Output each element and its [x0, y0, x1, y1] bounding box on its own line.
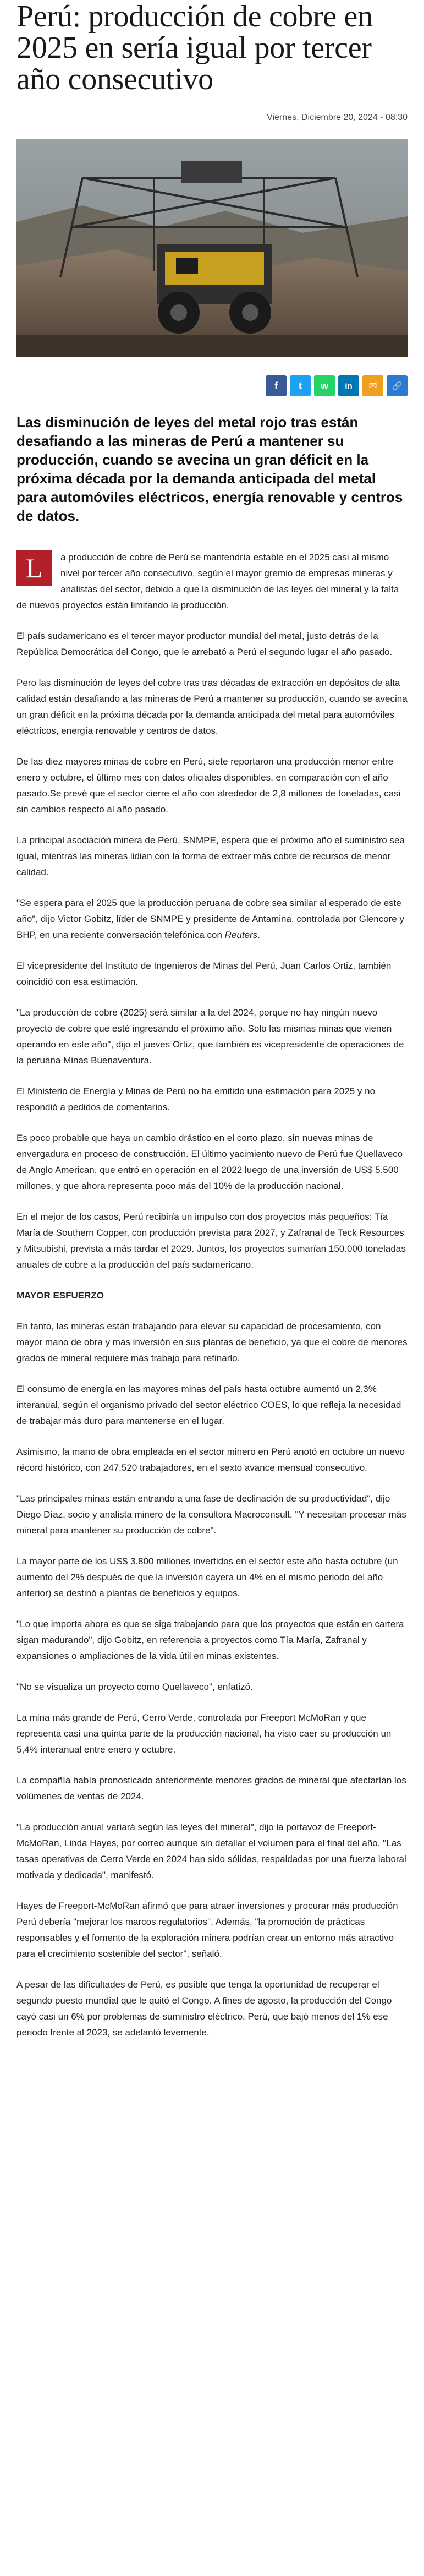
paragraph-text: a producción de cobre de Perú se mantendría estable en el 2025 casi al mismo nivel por tercer año consecutivo, según el mayor gremio de empresas mineras y analistas del sector, debido a que la disminución de las leyes del mineral y la falta de nuevos proyectos están limitando la producción. [16, 552, 399, 610]
drop-cap: L [16, 550, 52, 586]
whatsapp-icon[interactable]: w [314, 375, 335, 396]
paragraph-text: . [257, 930, 260, 940]
paragraph: El país sudamericano es el tercer mayor productor mundial del metal, justo detrás de la República Democrática del Congo, que le arrebató a Perú el segundo lugar el año pasado. [16, 631, 393, 657]
paragraph: "No se visualiza un proyecto como Quellaveco", enfatizó. [16, 1682, 253, 1692]
article-body [16, 549, 408, 2040]
paragraph [16, 549, 408, 613]
hero-image [16, 139, 408, 357]
paragraph: Es poco probable que haya un cambio drástico en el corto plazo, sin nuevas minas de envergadura en proceso de construcción. El último yacimiento nuevo de Perú fue Quellaveco de Anglo American, que entró en operación en el 2022 luego de una inversión de US$ 5.500 millones, y que ahora representa poco más del 10% de la producción nacional. [16, 1133, 403, 1191]
paragraph: En el mejor de los casos, Perú recibiría un impulso con dos proyectos más pequeños: Tía María de Southern Copper, con producción prevista para 2027, y Zafranal de Teck Resources y Mitsubishi, prevista a más tardar el 2029. Juntos, los proyectos sumarían 150.000 toneladas anuales de cobre a la producción del país sudamericano. [16, 1211, 406, 1270]
source-name: Reuters [224, 930, 258, 940]
paragraph [16, 895, 408, 943]
paragraph: "Lo que importa ahora es que se siga trabajando para que los proyectos que están en cartera sigan madurando", dijo Gobitz, en referencia a proyectos como Tía María, Zafranal y expansiones o ampliaciones de la vida útil en minas existentes. [16, 1619, 404, 1661]
paragraph: La compañía había pronosticado anteriormente menores grados de mineral que afectarían los volúmenes de ventas de 2024. [16, 1775, 406, 1802]
paragraph-text: "Se espera para el 2025 que la producción peruana de cobre sea similar al esperado de este año", dijo Victor Gobitz, líder de SNMPE y presidente de Antamina, controlada por Glencore y BHP, en una reciente conversación telefónica con [16, 898, 404, 940]
paragraph: Asimismo, la mano de obra empleada en el sector minero en Perú anotó en octubre un nuevo récord histórico, con 247.520 trabajadores, en el sexto avance mensual consecutivo. [16, 1447, 405, 1473]
paragraph: Pero las disminución de leyes del cobre tras tras décadas de extracción en depósitos de alta calidad están desafiando a las mineras de Perú a mantener su producción, cuando se avecina un gran déficit en la próxima década por la demanda anticipada del metal para automóviles eléctricos, energía renovable y centros de datos. [16, 678, 408, 736]
article-lead: Las disminución de leyes del metal rojo tras están desafiando a las mineras de Perú a mantener su producción, cuando se avecina un gran déficit en la próxima década por la demanda anticipada del metal para automóviles eléctricos, energía renovable y centros de datos. [16, 414, 403, 524]
paragraph: "La producción anual variará según las leyes del mineral", dijo la portavoz de Freeport-McMoRan, Linda Hayes, por correo aunque sin detallar el volumen para el final del año. "Las tasas operativas de Cerro Verde en 2024 han sido sólidas, respaldadas por una fuerza laboral motivada y dedicada", manifestó. [16, 1822, 406, 1880]
paragraph: El vicepresidente del Instituto de Ingenieros de Minas del Perú, Juan Carlos Ortiz, también coincidió con esa estimación. [16, 960, 392, 987]
paragraph: La mina más grande de Perú, Cerro Verde, controlada por Freeport McMoRan y que representa casi una quinta parte de la producción nacional, ha visto caer su producción un 5,4% interanual entre enero y octubre. [16, 1712, 392, 1755]
paragraph: A pesar de las dificultades de Perú, es posible que tenga la oportunidad de recuperar el segundo puesto mundial que le quitó el Congo. A fines de agosto, la producción del Congo cayó casi un 6% por problemas de suministro eléctrico. Perú, que bajó menos del 1% ese periodo frente al 2023, se adelantó levemente. [16, 1979, 392, 2038]
paragraph: "Las principales minas están entrando a una fase de declinación de su productividad", dijo Diego Díaz, socio y analista minero de la consultora Macroconsult. "Y necesitan procesar más mineral para mantener su producción de cobre". [16, 1493, 406, 1536]
linkedin-icon[interactable]: in [338, 375, 359, 396]
facebook-icon[interactable]: f [266, 375, 287, 396]
article-title: Perú: producción de cobre en 2025 en sería igual por tercer año consecutivo [16, 0, 373, 96]
paragraph: El consumo de energía en las mayores minas del país hasta octubre aumentó un 2,3% interanual, según el organismo privado del sector eléctrico COES, lo que refleja la necesidad de trabajar más duro para mantenerse en el lugar. [16, 1384, 401, 1426]
share-bar [16, 375, 408, 396]
paragraph: En tanto, las mineras están trabajando para elevar su capacidad de procesamiento, con mayor mano de obra y más inversión en sus plantas de beneficio, ya que el cobre de menores grados de mineral requiere más trabajo para refinarlo. [16, 1321, 408, 1363]
paragraph: "La producción de cobre (2025) será similar a la del 2024, porque no hay ningún nuevo proyecto de cobre que esté ingresando el próximo año. Solo las mismas minas que vienen operando en este año", dijo el jueves Ortiz, que también es vicepresidente de operaciones de la peruana Minas Buenaventura. [16, 1007, 404, 1066]
twitter-icon[interactable]: t [290, 375, 311, 396]
paragraph: La principal asociación minera de Perú, SNMPE, espera que el próximo año el suministro sea igual, mientras las mineras lidian con la forma de extraer más cobre de recursos de menor calidad. [16, 835, 405, 877]
section-heading: MAYOR ESFUERZO [16, 1290, 104, 1301]
link-icon[interactable]: 🔗 [387, 375, 408, 396]
paragraph: De las diez mayores minas de cobre en Perú, siete reportaron una producción menor entre enero y octubre, el último mes con datos oficiales disponibles, en comparación con el año pasado.Se prevé que el sector cierre el año con alrededor de 2,8 millones de toneladas, casi sin cambios respecto al año pasado. [16, 756, 401, 815]
article [0, 1, 424, 2040]
paragraph: Hayes de Freeport-McMoRan afirmó que para atraer inversiones y procurar más producción Perú debería "mejorar los marcos regulatorios". Además, "la promoción de prácticas responsables y el fomento de la exploración minera podrían crear un entorno más atractivo para el crecimiento sostenible del sector", señaló. [16, 1901, 398, 1959]
paragraph: La mayor parte de los US$ 3.800 millones invertidos en el sector este año hasta octubre (un aumento del 2% después de que la inversión cayera un 4% en el mismo periodo del año anterior) se destinó a plantas de beneficios y equipos. [16, 1556, 398, 1598]
article-date: Viernes, Diciembre 20, 2024 - 08:30 [267, 113, 408, 122]
paragraph: El Ministerio de Energía y Minas de Perú no ha emitido una estimación para 2025 y no respondió a pedidos de comentarios. [16, 1086, 376, 1112]
email-icon[interactable]: ✉ [362, 375, 383, 396]
